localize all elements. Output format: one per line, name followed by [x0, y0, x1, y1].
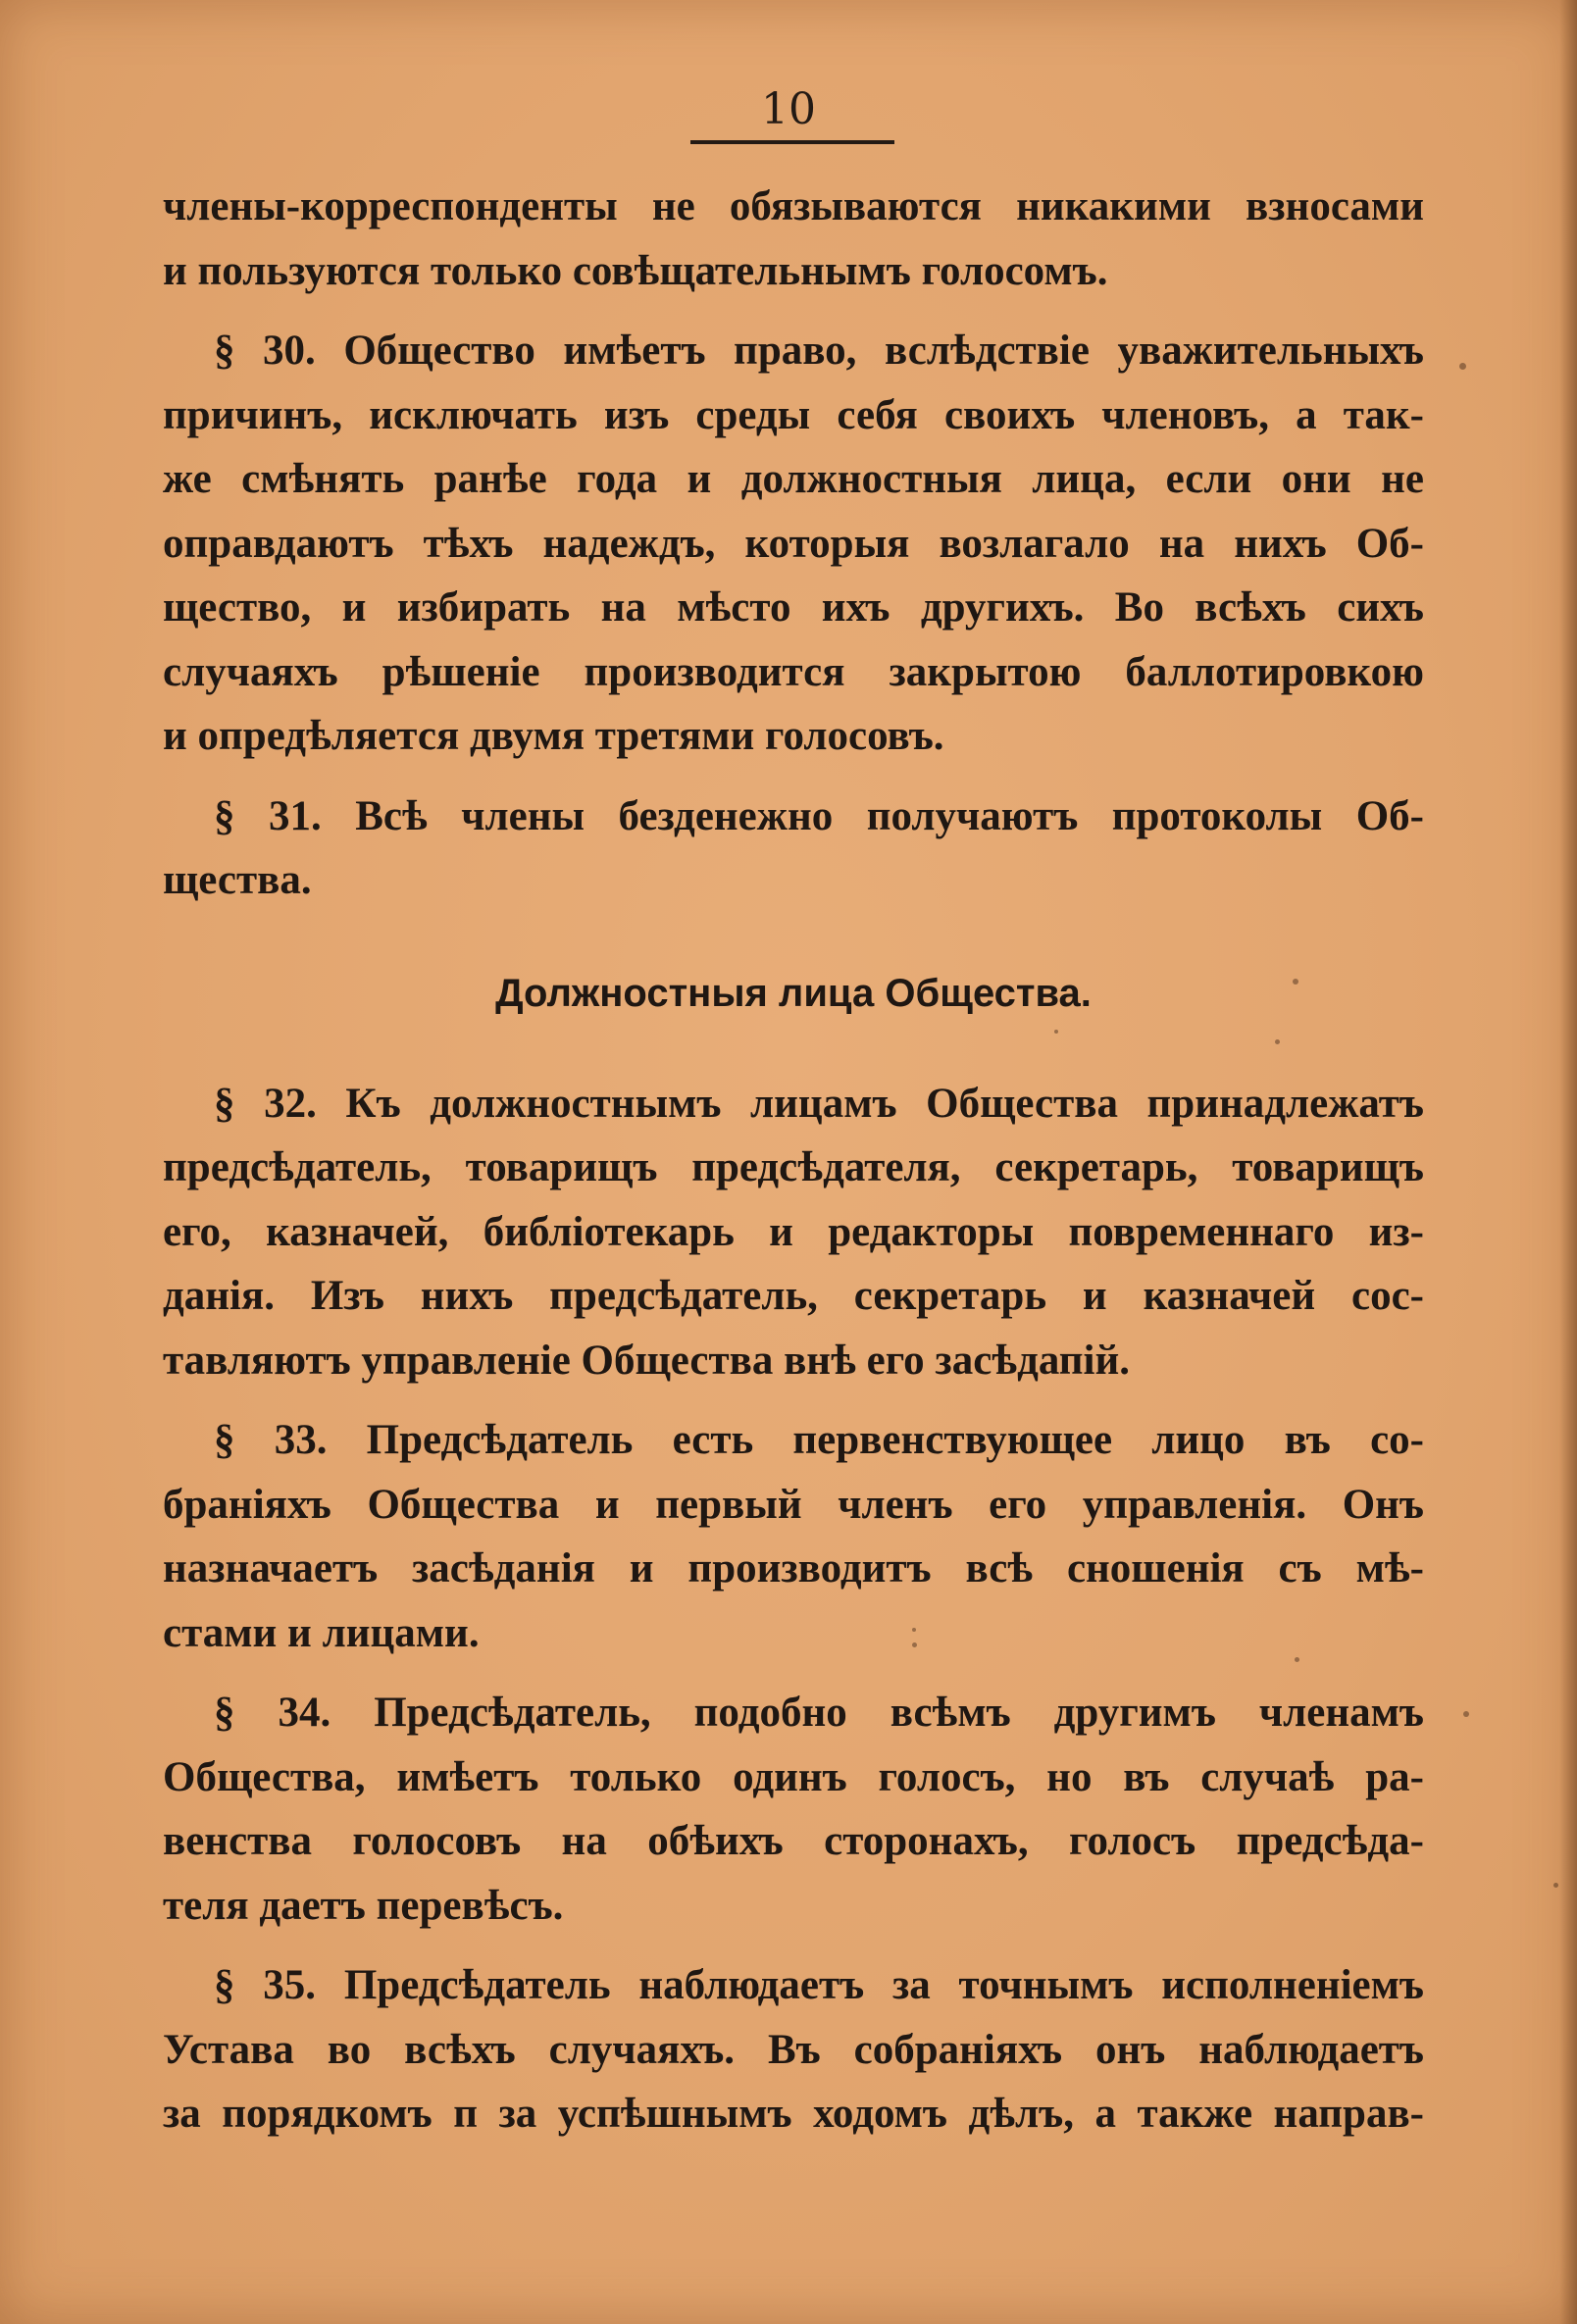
text-line: назначаетъ засѣданія и производитъ всѣ сношенія съ мѣ- — [163, 1545, 1424, 1591]
text-line: причинъ, исключать изъ среды себя своихъ членовъ, а так- — [163, 391, 1424, 438]
text-line: же смѣнять ранѣе года и должностныя лица, если они не — [163, 456, 1424, 502]
page-edge-shadow — [1559, 0, 1577, 2324]
text-line: случаяхъ рѣшеніе производится закрытою баллотировкою — [163, 648, 1424, 695]
paragraph-section-30 — [163, 319, 1424, 769]
text-line: данія. Изъ нихъ предсѣдатель, секретарь и казначей сос- — [163, 1273, 1424, 1319]
text-line: за порядкомъ п за успѣшнымъ ходомъ дѣлъ, а также направ- — [163, 2091, 1424, 2137]
paper-speck — [1295, 1657, 1299, 1662]
text-line: члены-корреспонденты не обязываются никакими взносами — [163, 183, 1424, 229]
text-line: и опредѣляется двумя третями голосовъ. — [163, 713, 944, 759]
text-line: щество, и избирать на мѣсто ихъ другихъ. Во всѣхъ сихъ — [163, 584, 1424, 631]
text-line: § 31. Всѣ члены безденежно получаютъ протоколы Об- — [214, 792, 1424, 839]
paragraph-section-31 — [163, 784, 1424, 913]
paper-speck — [1293, 979, 1298, 985]
page-body — [163, 175, 1424, 2147]
text-line: его, казначей, библіотекарь и редакторы повременнаго из- — [163, 1208, 1424, 1255]
text-line: тавляютъ управленіе Общества внѣ его засѣдапій. — [163, 1337, 1131, 1384]
text-line: теля даетъ перевѣсъ. — [163, 1882, 564, 1929]
paragraph-section-35 — [163, 1953, 1424, 2147]
text-line: § 30. Общество имѣетъ право, вслѣдствіе уважительныхъ — [214, 328, 1424, 374]
paper-speck — [1463, 1711, 1469, 1717]
text-line: венства голосовъ на обѣихъ сторонахъ, голосъ предсѣда- — [163, 1818, 1424, 1864]
text-line: оправдаютъ тѣхъ надеждъ, которыя возлагало на нихъ Об- — [163, 520, 1424, 567]
text-line: § 33. Предсѣдатель есть первенствующее лицо въ со- — [214, 1417, 1424, 1463]
text-line: § 34. Предсѣдатель, подобно всѣмъ другимъ членамъ — [214, 1690, 1424, 1736]
paragraph-section-33 — [163, 1408, 1424, 1665]
paragraph-section-32 — [163, 1072, 1424, 1393]
text-line: § 35. Предсѣдатель наблюдаетъ за точнымъ исполненіемъ — [214, 1962, 1424, 2008]
paper-speck — [912, 1628, 916, 1632]
paper-speck — [912, 1642, 917, 1647]
text-line: браніяхъ Общества и первый членъ его управленія. Онъ — [163, 1481, 1424, 1528]
paper-speck — [1275, 1039, 1280, 1044]
text-line: предсѣдатель, товарищъ предсѣдателя, секретарь, товарищъ — [163, 1144, 1424, 1190]
text-line: Общества, имѣетъ только одинъ голосъ, но въ случаѣ ра- — [163, 1753, 1424, 1800]
paper-speck — [1459, 363, 1466, 370]
paragraph-continuation — [163, 175, 1424, 303]
section-heading: Должностныя лица Общества. — [495, 971, 1092, 1015]
text-line: § 32. Къ должностнымъ лицамъ Общества принадлежатъ — [214, 1080, 1424, 1127]
header-rule — [690, 140, 894, 144]
paragraph-section-34 — [163, 1681, 1424, 1938]
paper-speck — [1054, 1030, 1058, 1034]
text-line: щества. — [163, 857, 312, 903]
page-number: 10 — [761, 84, 816, 134]
text-line: стами и лицами. — [163, 1609, 480, 1656]
text-line: Устава во всѣхъ случаяхъ. Въ собраніяхъ онъ наблюдаетъ — [163, 2026, 1424, 2073]
paper-speck — [1553, 1883, 1558, 1888]
text-line: и пользуются только совѣщательнымъ голосомъ. — [163, 247, 1108, 294]
